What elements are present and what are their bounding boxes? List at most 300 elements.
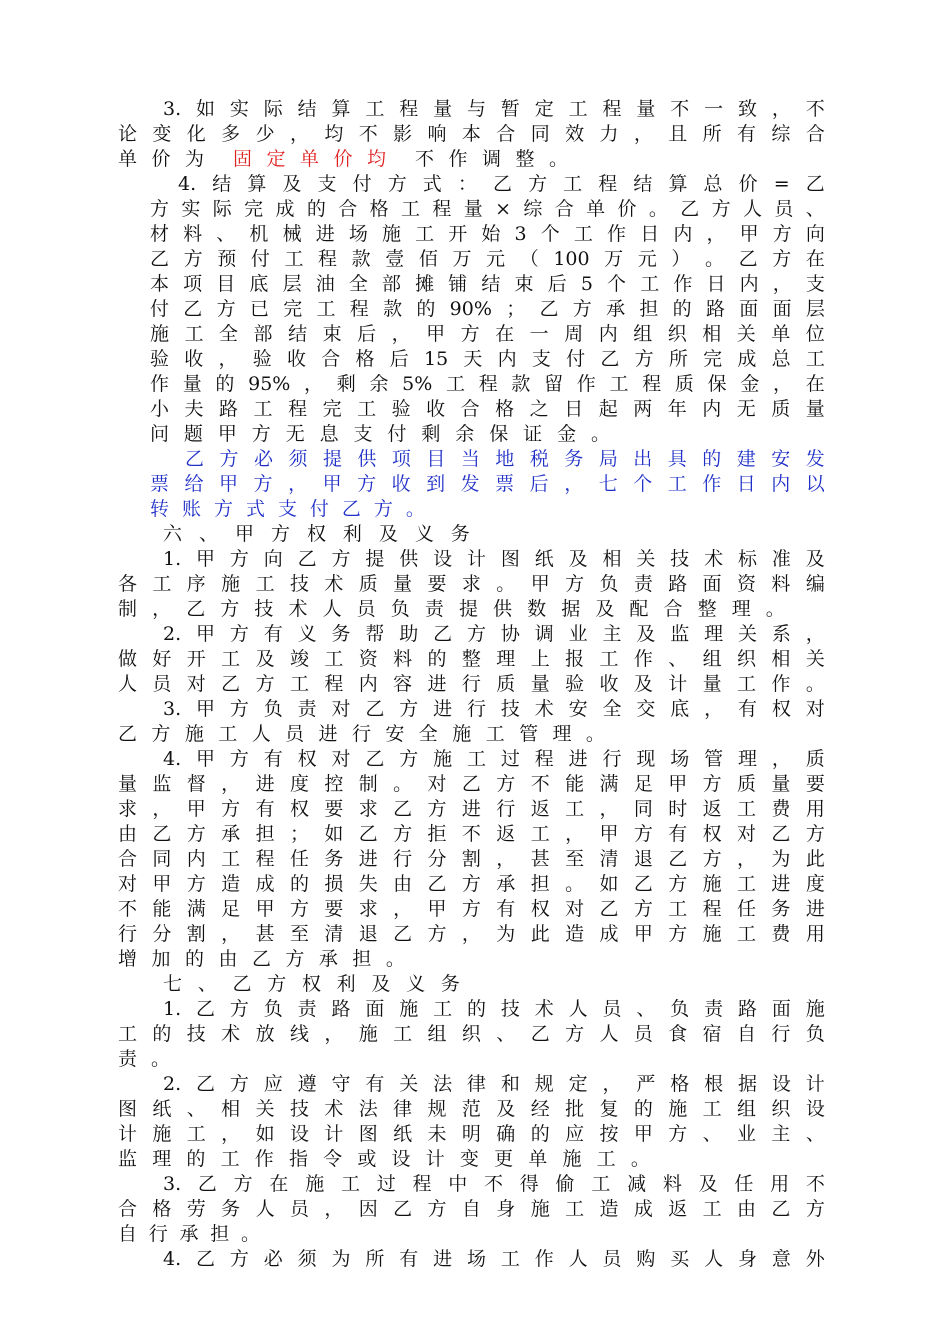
glyph: 所 <box>365 1248 385 1270</box>
glyph: 权 <box>289 798 309 820</box>
glyph: 行 <box>148 1223 168 1245</box>
glyph: 支 <box>317 173 337 195</box>
glyph: 及 <box>805 548 825 570</box>
glyph: 工 <box>565 798 585 820</box>
glyph: 向 <box>263 548 283 570</box>
glyph: 督 <box>186 773 206 795</box>
glyph: 管 <box>704 748 724 770</box>
glyph: 及 <box>568 548 588 570</box>
text-line <box>150 372 825 397</box>
glyph: 员 <box>285 723 305 745</box>
glyph: 的 <box>186 1148 206 1170</box>
glyph: 计 <box>805 1073 825 1095</box>
glyph: 拒 <box>427 823 447 845</box>
glyph: 甲 <box>530 573 550 595</box>
glyph: 施 <box>433 748 453 770</box>
glyph: 要 <box>324 898 344 920</box>
glyph: 的 <box>672 298 692 320</box>
glyph: 已 <box>249 298 269 320</box>
glyph: 、 <box>668 648 688 670</box>
glyph: 七 <box>598 473 618 495</box>
glyph: 方 <box>229 1248 249 1270</box>
glyph: 全 <box>602 698 622 720</box>
glyph: 务 <box>771 898 791 920</box>
glyph: 内 <box>702 398 722 420</box>
glyph: 负 <box>263 698 283 720</box>
glyph: 甲 <box>322 473 342 495</box>
glyph: 造 <box>565 923 585 945</box>
glyph: 严 <box>636 1073 656 1095</box>
glyph: 后 <box>529 473 549 495</box>
glyph: ， <box>737 848 757 870</box>
text-line <box>163 697 825 722</box>
text-line <box>163 97 825 122</box>
glyph: 的 <box>152 1023 172 1045</box>
glyph: 内 <box>186 848 206 870</box>
glyph: 票 <box>495 473 515 495</box>
glyph: 量 <box>702 673 722 695</box>
glyph: 发 <box>805 448 825 470</box>
glyph: 人 <box>255 1198 275 1220</box>
glyph: 场 <box>467 1248 487 1270</box>
glyph: 遵 <box>297 1073 317 1095</box>
glyph: 方 <box>702 848 722 870</box>
glyph: 帮 <box>365 623 385 645</box>
glyph: 乙 <box>805 173 825 195</box>
glyph: 个 <box>607 273 627 295</box>
glyph: 量 <box>182 373 202 395</box>
glyph: 工 <box>805 348 825 370</box>
glyph: 方 <box>285 948 305 970</box>
glyph: 乙 <box>633 873 653 895</box>
glyph: 利 <box>336 973 356 995</box>
glyph: 证 <box>523 423 543 445</box>
glyph: 调 <box>534 623 554 645</box>
glyph: 。 <box>648 198 668 220</box>
glyph: 行 <box>771 1023 791 1045</box>
glyph: 人 <box>568 998 588 1020</box>
text-line <box>118 1197 825 1222</box>
glyph: 甚 <box>255 923 275 945</box>
glyph: 程 <box>598 173 618 195</box>
glyph: 及 <box>255 648 275 670</box>
glyph: 度 <box>805 873 825 895</box>
glyph: 佰 <box>418 248 438 270</box>
glyph: 权 <box>702 823 722 845</box>
glyph: 量 <box>530 673 550 695</box>
glyph: 金 <box>557 423 577 445</box>
glyph: 进 <box>315 223 335 245</box>
glyph: 守 <box>331 1073 351 1095</box>
glyph: 层 <box>282 273 302 295</box>
glyph: 进 <box>771 873 791 895</box>
glyph: 乙 <box>530 1023 550 1045</box>
text-line <box>118 847 825 872</box>
glyph: ， <box>564 473 584 495</box>
glyph: 完 <box>283 298 303 320</box>
glyph: 方 <box>427 1198 447 1220</box>
glyph: 如 <box>255 1123 275 1145</box>
glyph: 或 <box>357 1148 377 1170</box>
glyph: 求 <box>118 798 138 820</box>
glyph: 方 <box>220 598 240 620</box>
glyph: 乙 <box>492 173 512 195</box>
glyph: 材 <box>150 223 170 245</box>
glyph: 员 <box>602 998 622 1020</box>
glyph: 及 <box>496 1098 516 1120</box>
glyph: 税 <box>529 448 549 470</box>
glyph: 的 <box>184 948 204 970</box>
glyph: 身 <box>496 1198 516 1220</box>
glyph: 理 <box>152 1148 172 1170</box>
glyph: 方 <box>267 973 287 995</box>
glyph: 员 <box>152 673 172 695</box>
glyph: 施 <box>150 323 170 345</box>
glyph: 内 <box>358 673 378 695</box>
text-line <box>163 1247 825 1272</box>
glyph: 据 <box>738 1073 758 1095</box>
glyph: 提 <box>458 598 478 620</box>
glyph: 面 <box>771 998 791 1020</box>
glyph: 方 <box>186 823 206 845</box>
glyph: 得 <box>519 1173 539 1195</box>
glyph: 未 <box>427 1123 447 1145</box>
glyph: 术 <box>324 1098 344 1120</box>
glyph: 乙 <box>196 1248 216 1270</box>
glyph: 。 <box>405 498 425 520</box>
glyph: ， <box>221 1123 241 1145</box>
glyph: 方 <box>461 898 481 920</box>
glyph: 内 <box>497 348 517 370</box>
glyph: 以 <box>805 473 825 495</box>
glyph: 乙 <box>668 848 688 870</box>
glyph: 乙 <box>738 248 758 270</box>
glyph: 油 <box>315 273 335 295</box>
glyph: 求 <box>461 573 481 595</box>
glyph: 。 <box>385 948 405 970</box>
glyph: 局 <box>598 448 618 470</box>
glyph: 配 <box>629 598 649 620</box>
glyph: 织 <box>667 323 687 345</box>
glyph: 乙 <box>221 673 241 695</box>
glyph: 程 <box>318 248 338 270</box>
glyph: 方 <box>183 248 203 270</box>
glyph: 资 <box>737 573 757 595</box>
glyph: 乙 <box>358 823 378 845</box>
glyph: 方 <box>805 823 825 845</box>
glyph: 部 <box>381 273 401 295</box>
glyph: 意 <box>771 1248 791 1270</box>
glyph: 甲 <box>599 823 619 845</box>
glyph: 、 <box>186 1098 206 1120</box>
glyph: 账 <box>181 498 201 520</box>
glyph: 质 <box>805 748 825 770</box>
glyph: 安 <box>771 448 791 470</box>
glyph: 方 <box>229 698 249 720</box>
glyph: 及 <box>698 1173 718 1195</box>
glyph: 量 <box>805 398 825 420</box>
glyph: 由 <box>393 873 413 895</box>
glyph: 对 <box>805 698 825 720</box>
glyph: 分 <box>152 923 172 945</box>
glyph: 量 <box>771 773 791 795</box>
glyph: 偷 <box>555 1173 575 1195</box>
glyph: 底 <box>670 698 690 720</box>
glyph: 结 <box>481 273 501 295</box>
glyph: 规 <box>534 1073 554 1095</box>
glyph: 、 <box>805 198 825 220</box>
glyph: 助 <box>399 623 419 645</box>
glyph: 施 <box>381 223 401 245</box>
text-line <box>118 572 825 597</box>
glyph: ： <box>457 173 477 195</box>
glyph: 算 <box>668 173 688 195</box>
glyph: 数 <box>527 598 547 620</box>
glyph: 监 <box>670 623 690 645</box>
glyph: 工 <box>596 1148 616 1170</box>
glyph: 付 <box>250 248 270 270</box>
glyph: 图 <box>500 548 520 570</box>
glyph: 甲 <box>234 523 254 545</box>
glyph: 在 <box>805 373 825 395</box>
glyph: 乙 <box>771 823 791 845</box>
glyph: 方 <box>219 448 239 470</box>
glyph: 至 <box>565 848 585 870</box>
glyph: 方 <box>251 423 271 445</box>
glyph: 所 <box>668 348 688 370</box>
glyph: 及 <box>371 973 391 995</box>
glyph: 。 <box>393 773 413 795</box>
glyph: 方 <box>702 773 722 795</box>
glyph: 如 <box>599 873 619 895</box>
glyph: 及 <box>636 623 656 645</box>
glyph: 令 <box>323 1148 343 1170</box>
glyph: 义 <box>297 623 317 645</box>
glyph: 结 <box>288 323 308 345</box>
glyph: 方 <box>460 323 480 345</box>
glyph: 行 <box>118 923 138 945</box>
glyph: 设 <box>289 1123 309 1145</box>
glyph: 工 <box>702 1098 722 1120</box>
glyph: ， <box>324 1023 344 1045</box>
glyph: 1. <box>163 548 182 570</box>
glyph: 、 <box>216 223 236 245</box>
glyph: 务 <box>440 973 460 995</box>
glyph: ， <box>221 923 241 945</box>
glyph: 义 <box>406 973 426 995</box>
glyph: 出 <box>633 448 653 470</box>
glyph: 技 <box>500 698 520 720</box>
glyph: 合 <box>118 1198 138 1220</box>
text-line <box>163 1172 825 1197</box>
glyph: 金 <box>740 373 760 395</box>
glyph: 工 <box>485 723 505 745</box>
glyph: 开 <box>186 648 206 670</box>
glyph: 的 <box>289 873 309 895</box>
glyph: 作 <box>771 673 791 695</box>
glyph: 应 <box>263 1073 283 1095</box>
highlight-text: 固定单价均 <box>233 148 401 170</box>
glyph: 定 <box>534 98 554 120</box>
glyph: 经 <box>530 1098 550 1120</box>
glyph: 损 <box>324 873 344 895</box>
glyph: 技 <box>186 1023 206 1045</box>
glyph: 技 <box>289 573 309 595</box>
glyph: 满 <box>186 898 206 920</box>
glyph: ， <box>218 348 238 370</box>
glyph: 方 <box>565 573 585 595</box>
glyph: 方 <box>633 823 653 845</box>
glyph: 壹 <box>385 248 405 270</box>
glyph: 过 <box>376 1173 396 1195</box>
glyph: 工 <box>401 198 421 220</box>
glyph: 力 <box>599 123 619 145</box>
glyph: 返 <box>496 823 516 845</box>
glyph: 此 <box>530 923 550 945</box>
glyph: 。 <box>240 1223 260 1245</box>
glyph: 日 <box>706 273 726 295</box>
text-line <box>163 1072 825 1097</box>
glyph: 支 <box>805 273 825 295</box>
glyph: 4. <box>163 1248 182 1270</box>
glyph: 据 <box>561 598 581 620</box>
text-line <box>150 247 825 272</box>
glyph: 分 <box>427 848 447 870</box>
glyph: 方 <box>496 773 516 795</box>
glyph: 术 <box>288 598 308 620</box>
glyph: 纸 <box>534 548 554 570</box>
glyph: 关 <box>736 323 756 345</box>
glyph: 收 <box>599 673 619 695</box>
glyph: 底 <box>249 273 269 295</box>
glyph: 七 <box>163 973 183 995</box>
glyph: 协 <box>500 623 520 645</box>
glyph: 工 <box>184 323 204 345</box>
glyph: 合 <box>338 198 358 220</box>
glyph: 主 <box>771 1123 791 1145</box>
glyph: 担 <box>352 948 372 970</box>
glyph: 款 <box>383 298 403 320</box>
text-line <box>163 997 825 1022</box>
glyph: 施 <box>530 1198 550 1220</box>
glyph: 方 <box>461 873 481 895</box>
text-line <box>163 747 825 772</box>
glyph: 方 <box>387 173 407 195</box>
glyph: 工 <box>255 573 275 595</box>
glyph: 承 <box>318 948 338 970</box>
glyph: ； <box>506 298 526 320</box>
glyph: 作 <box>633 648 653 670</box>
glyph: 有 <box>668 823 688 845</box>
glyph: 际 <box>263 98 283 120</box>
glyph: 提 <box>365 548 385 570</box>
glyph: 购 <box>636 1248 656 1270</box>
glyph: 人 <box>743 198 763 220</box>
glyph: 乙 <box>232 973 252 995</box>
glyph: 程 <box>288 398 308 420</box>
glyph: 乙 <box>427 873 447 895</box>
glyph: 进 <box>461 798 481 820</box>
glyph: 成 <box>275 198 295 220</box>
glyph: 部 <box>253 323 273 345</box>
glyph: 术 <box>534 698 554 720</box>
glyph: 要 <box>427 573 447 595</box>
glyph: 票 <box>150 473 170 495</box>
glyph: 权 <box>306 523 326 545</box>
glyph: 及 <box>378 523 398 545</box>
glyph: 现 <box>636 748 656 770</box>
glyph: 乙 <box>251 948 271 970</box>
glyph: 乙 <box>185 448 205 470</box>
glyph: 进 <box>805 898 825 920</box>
glyph: 用 <box>770 1173 790 1195</box>
glyph: 做 <box>118 648 138 670</box>
glyph: 方 <box>229 623 249 645</box>
glyph: 目 <box>216 273 236 295</box>
glyph: 设 <box>805 1098 825 1120</box>
glyph: 费 <box>771 923 791 945</box>
glyph: 式 <box>422 173 442 195</box>
glyph: 乙 <box>297 548 317 570</box>
glyph: 量 <box>636 98 656 120</box>
glyph: 自 <box>461 1198 481 1220</box>
glyph: 人 <box>599 1023 619 1045</box>
glyph: 失 <box>358 873 378 895</box>
glyph: 方 <box>572 298 592 320</box>
glyph: 保 <box>707 373 727 395</box>
highlight-text <box>150 472 825 497</box>
glyph: ， <box>289 123 309 145</box>
text-line <box>118 147 583 172</box>
glyph: ， <box>599 798 619 820</box>
glyph: 4. <box>163 748 182 770</box>
glyph: 要 <box>324 798 344 820</box>
text-line <box>150 422 610 447</box>
glyph: 甲 <box>739 223 759 245</box>
glyph: 面 <box>702 573 722 595</box>
glyph: 施 <box>452 723 472 745</box>
glyph: 同 <box>633 798 653 820</box>
glyph: 方 <box>253 473 273 495</box>
glyph: 方 <box>229 748 249 770</box>
glyph: 员 <box>602 1248 622 1270</box>
glyph: 和 <box>500 1073 520 1095</box>
glyph: 不 <box>670 98 690 120</box>
glyph: 预 <box>217 248 237 270</box>
glyph: 控 <box>324 773 344 795</box>
glyph: 相 <box>771 648 791 670</box>
glyph: 致 <box>738 98 758 120</box>
glyph: 甲 <box>152 873 172 895</box>
glyph: 工 <box>568 98 588 120</box>
glyph: 到 <box>426 473 446 495</box>
glyph: 与 <box>467 98 487 120</box>
glyph: 收 <box>184 348 204 370</box>
glyph: 主 <box>602 623 622 645</box>
glyph: 程 <box>478 373 498 395</box>
glyph: 有 <box>255 798 275 820</box>
glyph: 方 <box>427 798 447 820</box>
glyph: 对 <box>565 898 585 920</box>
glyph: 进 <box>427 673 447 695</box>
glyph: 不 <box>484 1173 504 1195</box>
glyph: 自 <box>118 1223 138 1245</box>
glyph: 铺 <box>448 273 468 295</box>
glyph: ， <box>704 698 724 720</box>
glyph: 两 <box>633 398 653 420</box>
glyph: 5 <box>580 273 593 295</box>
glyph: 务 <box>450 523 470 545</box>
